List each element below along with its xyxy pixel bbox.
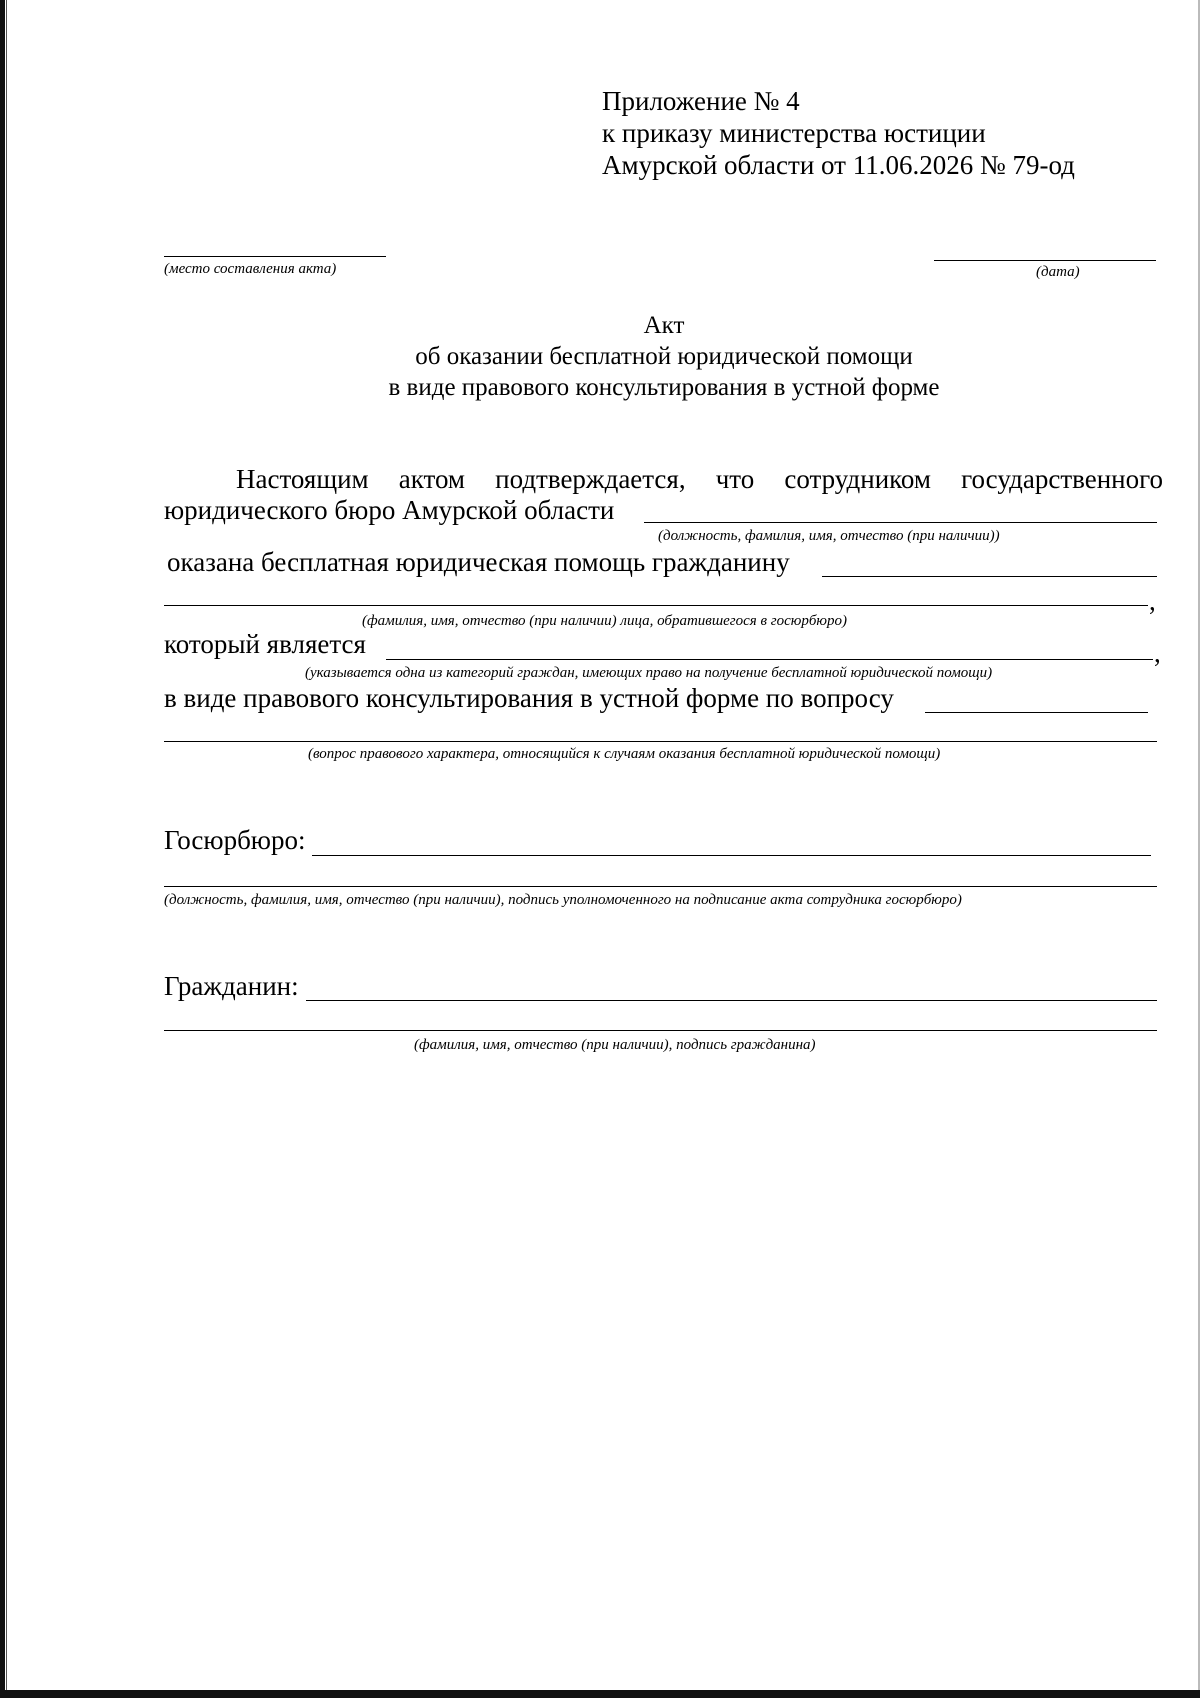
citizen-signature-line-2[interactable] — [164, 1030, 1157, 1031]
comma-after-category: , — [1154, 638, 1161, 668]
citizen-name-field-line-2[interactable] — [164, 605, 1148, 606]
document-title: Акт — [643, 312, 685, 339]
question-field-line-1[interactable] — [925, 712, 1148, 713]
date-caption: (дата) — [1036, 264, 1080, 280]
employee-caption: (должность, фамилия, имя, отчество (при наличии)) — [658, 528, 1000, 544]
citizen-signature-caption: (фамилия, имя, отчество (при наличии), подпись гражданина) — [414, 1037, 816, 1053]
question-field-line-2[interactable] — [164, 741, 1157, 742]
appendix-line-1: Приложение № 4 — [602, 86, 800, 116]
document-subtitle-2: в виде правового консультирования в устной форме — [388, 374, 940, 401]
employee-field-line[interactable] — [644, 522, 1157, 523]
who-is-label: который является — [164, 629, 366, 659]
scan-edge-bottom — [0, 1690, 1200, 1698]
question-caption: (вопрос правового характера, относящийся к случаям оказания бесплатной юридической помощи) — [308, 746, 941, 762]
appendix-line-2: к приказу министерства юстиции — [602, 118, 986, 148]
citizen-label: Гражданин: — [164, 971, 299, 1001]
bureau-field-line-1[interactable] — [312, 855, 1151, 856]
scan-edge-left-inner — [6, 0, 7, 1698]
provided-line: оказана бесплатная юридическая помощь гражданину — [167, 547, 790, 577]
date-field-line[interactable] — [934, 260, 1156, 261]
category-caption: (указывается одна из категорий граждан, имеющих право на получение бесплатной юридической помощи) — [305, 665, 993, 681]
consult-line: в виде правового консультирования в устной форме по вопросу — [164, 683, 894, 713]
comma-after-citizen: , — [1149, 586, 1156, 616]
paragraph-line-1: Настоящим актом подтверждается, что сотрудником государственного — [236, 464, 1163, 494]
bureau-field-line-2[interactable] — [164, 886, 1157, 887]
category-field-line[interactable] — [386, 659, 1153, 660]
bureau-label: Госюрбюро: — [164, 825, 306, 855]
document-subtitle-1: об оказании бесплатной юридической помощи — [415, 343, 913, 370]
bureau-caption: (должность, фамилия, имя, отчество (при наличии), подпись уполномоченного на подписание акта сотрудника госюрбюро) — [164, 892, 962, 908]
citizen-name-field-line-1[interactable] — [822, 576, 1157, 577]
citizen-caption: (фамилия, имя, отчество (при наличии) лица, обратившегося в госюрбюро) — [362, 613, 847, 629]
paragraph-line-2: юридического бюро Амурской области — [164, 495, 615, 525]
appendix-line-3: Амурской области от 11.06.2026 № 79-од — [602, 150, 1075, 180]
scan-edge-left — [0, 0, 5, 1698]
place-field-line[interactable] — [164, 256, 386, 257]
place-caption: (место составления акта) — [164, 261, 337, 277]
citizen-signature-line-1[interactable] — [306, 1000, 1157, 1001]
